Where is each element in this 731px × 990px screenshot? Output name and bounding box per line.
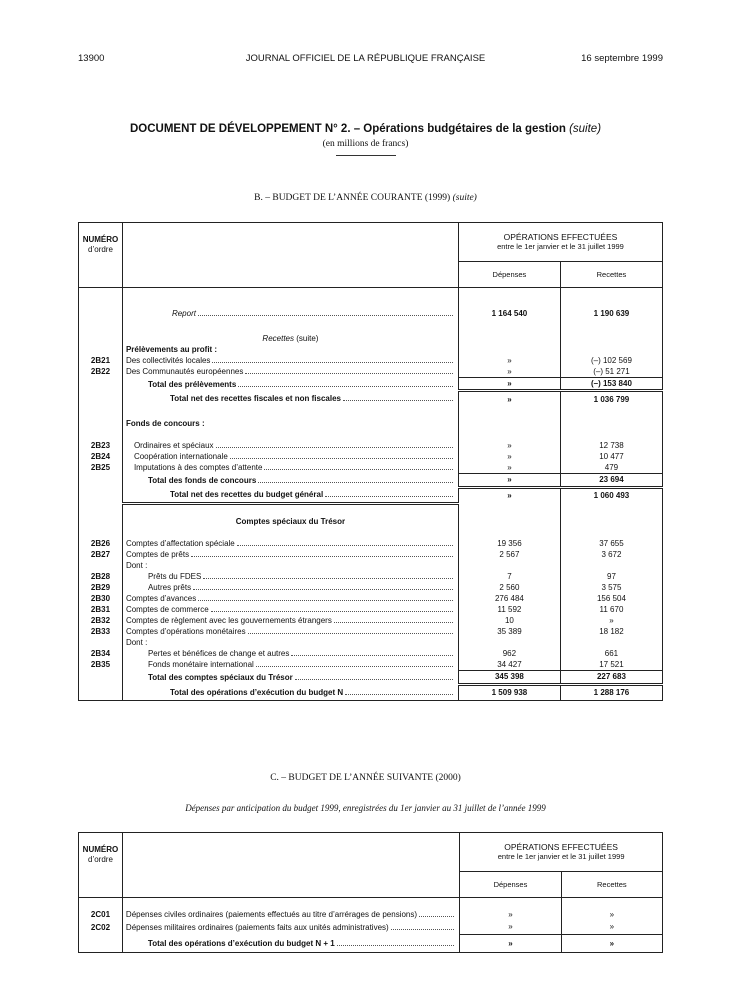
row-number: 2B22 [79, 366, 123, 378]
row-number: 2B24 [79, 451, 123, 462]
column-header-number [79, 833, 123, 898]
total-label: Total net des recettes du budget général [169, 489, 324, 499]
table-row [79, 366, 663, 378]
total-row [79, 684, 663, 701]
column-header-depenses: Dépenses [458, 261, 560, 287]
row-number: 2B35 [79, 659, 123, 671]
row-recettes: 37 655 [599, 538, 624, 548]
total-depenses: » [460, 934, 561, 953]
row-depenses: 7 [458, 571, 560, 582]
row-depenses: 34 427 [458, 659, 560, 671]
table-row [79, 648, 663, 659]
row-number: 2B33 [79, 626, 123, 637]
row-depenses: » [458, 462, 560, 474]
total-recettes: » [561, 934, 662, 953]
table-row [79, 538, 663, 549]
section-c-table [78, 832, 663, 953]
column-header-operations [458, 223, 662, 262]
unit-note: (en millions de francs) [322, 139, 409, 149]
row-number: 2B32 [79, 615, 123, 626]
row-depenses: 11 592 [458, 604, 560, 615]
row-number: 2B25 [79, 462, 123, 474]
row-depenses: 2 560 [458, 582, 560, 593]
journal-name: JOURNAL OFFICIEL DE LA RÉPUBLIQUE FRANÇAISE [245, 53, 486, 64]
row-number: 2B23 [79, 440, 123, 451]
spacer-row [79, 288, 663, 309]
column-header-number-line1: NUMÉRO [82, 845, 119, 854]
spacer-row [79, 503, 663, 516]
document-title-suite: (suite) [569, 123, 602, 135]
table-row [79, 462, 663, 474]
report-label: Report [171, 309, 196, 318]
table-row [79, 920, 663, 934]
row-label: Comptes d’opérations monétaires [125, 626, 246, 636]
total-recettes: (–) 153 840 [560, 378, 662, 391]
total-row [79, 473, 663, 487]
table-row [79, 571, 663, 582]
column-header-number-line1: NUMÉRO [82, 235, 119, 244]
cst-heading: Comptes spéciaux du Trésor [122, 516, 458, 527]
row-recettes: 661 [604, 648, 619, 658]
column-header-label [122, 833, 459, 898]
spacer-row [79, 429, 663, 440]
column-header-number [79, 223, 123, 288]
report-depenses: 1 164 540 [458, 308, 560, 319]
operations-title: OPÉRATIONS EFFECTUÉES [504, 841, 618, 852]
page-number: 13900 [78, 53, 105, 64]
section-b-title-suite: (suite) [452, 193, 477, 203]
row-label: Comptes de règlement avec les gouvernements étrangers [125, 615, 332, 625]
row-recettes: » [609, 615, 614, 625]
row-depenses: » [458, 355, 560, 366]
table-header-row [79, 833, 663, 872]
row-recettes: 156 504 [596, 593, 626, 603]
prelevements-heading-row [79, 344, 663, 355]
recettes-heading-row [79, 333, 663, 344]
prelevements-heading: Prélèvements au profit : [122, 344, 458, 355]
total-recettes: 227 683 [560, 670, 662, 684]
row-recettes: 11 670 [599, 604, 624, 614]
row-depenses: 2 567 [458, 549, 560, 560]
total-label: Total net des recettes fiscales et non fiscales [169, 394, 341, 403]
total-depenses: » [458, 487, 560, 503]
table-row [79, 355, 663, 366]
row-recettes: 3 672 [601, 549, 622, 559]
column-header-depenses: Dépenses [460, 871, 561, 897]
row-number: 2B34 [79, 648, 123, 659]
row-recettes: 12 738 [599, 440, 624, 450]
total-depenses: » [458, 378, 560, 391]
section-b-table [78, 222, 663, 701]
table-row [79, 909, 663, 920]
row-recettes: 10 477 [599, 451, 624, 461]
spacer-row [79, 319, 663, 333]
table-row [79, 604, 663, 615]
report-recettes: 1 190 639 [593, 309, 630, 318]
operations-title: OPÉRATIONS EFFECTUÉES [503, 231, 618, 242]
row-number: 2B31 [79, 604, 123, 615]
section-b-title-text: B. – BUDGET DE L’ANNÉE COURANTE (1999) [254, 193, 451, 203]
row-recettes: 18 182 [599, 626, 624, 636]
section-b-title [0, 193, 731, 203]
section-c-subtitle: Dépenses par anticipation du budget 1999, enregistrées du 1er janvier au 31 juillet de l’année 1999 [185, 803, 546, 813]
document-title [0, 123, 731, 135]
table-header-row [79, 223, 663, 262]
row-recettes: 17 521 [599, 659, 624, 669]
total-recettes: 1 036 799 [560, 391, 662, 407]
row-recettes: 3 575 [601, 582, 622, 592]
row-recettes: (–) 102 569 [590, 356, 632, 365]
recettes-heading-suite: (suite) [296, 334, 319, 343]
table-row [79, 626, 663, 637]
page-date: 16 septembre 1999 [581, 53, 663, 64]
report-row [79, 308, 663, 319]
row-label: Autres prêts [147, 582, 192, 592]
row-label: Des Communautés européennes [125, 367, 244, 377]
row-number: 2B29 [79, 582, 123, 593]
total-row [79, 487, 663, 503]
table-row [79, 549, 663, 560]
dont-label: Dont : [122, 637, 458, 648]
row-recettes: » [609, 910, 615, 919]
row-depenses: » [458, 366, 560, 378]
table-row [79, 615, 663, 626]
total-label: Total des fonds de concours [147, 475, 257, 485]
dont-row [79, 560, 663, 571]
cst-heading-row [79, 516, 663, 527]
column-header-number-line2: d’ordre [88, 855, 113, 864]
row-label: Coopération internationale [133, 451, 228, 461]
fonds-heading-row [79, 418, 663, 429]
row-label: Pertes et bénéfices de change et autres [147, 648, 290, 658]
title-rule [336, 155, 396, 156]
total-row [79, 670, 663, 684]
row-recettes: 97 [607, 571, 616, 581]
row-depenses: » [460, 909, 561, 920]
row-depenses: 10 [458, 615, 560, 626]
total-depenses: » [458, 391, 560, 407]
operations-period: entre le 1er janvier et le 31 juillet 1999 [497, 851, 625, 861]
total-depenses: 345 398 [458, 670, 560, 684]
row-depenses: 35 389 [458, 626, 560, 637]
row-number: 2C01 [79, 909, 123, 920]
spacer-row [79, 898, 663, 910]
table-row [79, 659, 663, 671]
total-depenses: » [458, 473, 560, 487]
row-recettes: (–) 51 271 [593, 367, 630, 376]
total-recettes: 1 060 493 [560, 487, 662, 503]
total-recettes: 1 288 176 [560, 684, 662, 701]
row-label: Prêts du FDES [147, 571, 202, 581]
spacer-row [79, 407, 663, 418]
row-label: Des collectivités locales [125, 356, 211, 365]
row-label: Fonds monétaire international [147, 659, 254, 669]
column-header-label [122, 223, 458, 288]
total-label: Total des comptes spéciaux du Trésor [147, 672, 293, 682]
row-depenses: » [460, 920, 561, 934]
column-header-operations [460, 833, 663, 872]
recettes-heading: Recettes [262, 334, 294, 343]
total-recettes: 23 694 [560, 473, 662, 487]
spacer-row [79, 527, 663, 538]
table-row [79, 440, 663, 451]
total-row [79, 378, 663, 391]
row-recettes: » [609, 922, 615, 932]
total-row [79, 391, 663, 407]
row-label: Imputations à des comptes d’attente [133, 462, 263, 472]
column-header-recettes: Recettes [560, 261, 662, 287]
row-label: Ordinaires et spéciaux [133, 440, 214, 450]
dont-label: Dont : [122, 560, 458, 571]
row-depenses: 19 356 [458, 538, 560, 549]
row-depenses: 276 484 [458, 593, 560, 604]
row-number: 2B27 [79, 549, 123, 560]
document-title-text: DOCUMENT DE DÉVELOPPEMENT N° 2. – Opérations budgétaires de la gestion [129, 123, 566, 135]
row-label: Comptes de commerce [125, 604, 209, 614]
total-depenses: 1 509 938 [458, 684, 560, 701]
row-number: 2C02 [79, 920, 123, 934]
total-label: Total des opérations d’exécution du budget N [169, 687, 344, 697]
row-label: Comptes de prêts [125, 549, 190, 559]
row-depenses: » [458, 440, 560, 451]
column-header-recettes: Recettes [561, 871, 662, 897]
row-depenses: 962 [458, 648, 560, 659]
row-number: 2B28 [79, 571, 123, 582]
table-row [79, 582, 663, 593]
total-label: Total des prélèvements [147, 379, 237, 389]
row-label: Comptes d’affectation spéciale [125, 538, 235, 548]
total-label: Total des opérations d’exécution du budget N + 1 [147, 938, 335, 948]
section-c-title: C. – BUDGET DE L’ANNÉE SUIVANTE (2000) [270, 773, 461, 783]
row-label: Dépenses civiles ordinaires (paiements effectués au titre d’arrérages de pensions) [125, 910, 418, 919]
dont-row [79, 637, 663, 648]
row-number: 2B21 [79, 355, 123, 366]
column-header-number-line2: d’ordre [88, 245, 113, 254]
total-row [79, 934, 663, 953]
row-label: Comptes d’avances [125, 593, 197, 603]
row-number: 2B30 [79, 593, 123, 604]
row-number: 2B26 [79, 538, 123, 549]
row-recettes: 479 [604, 462, 619, 472]
operations-period: entre le 1er janvier et le 31 juillet 1999 [497, 241, 624, 251]
table-row [79, 451, 663, 462]
fonds-heading: Fonds de concours : [122, 418, 458, 429]
table-row [79, 593, 663, 604]
row-label: Dépenses militaires ordinaires (paiements faits aux unités administratives) [125, 922, 389, 932]
row-depenses: » [458, 451, 560, 462]
